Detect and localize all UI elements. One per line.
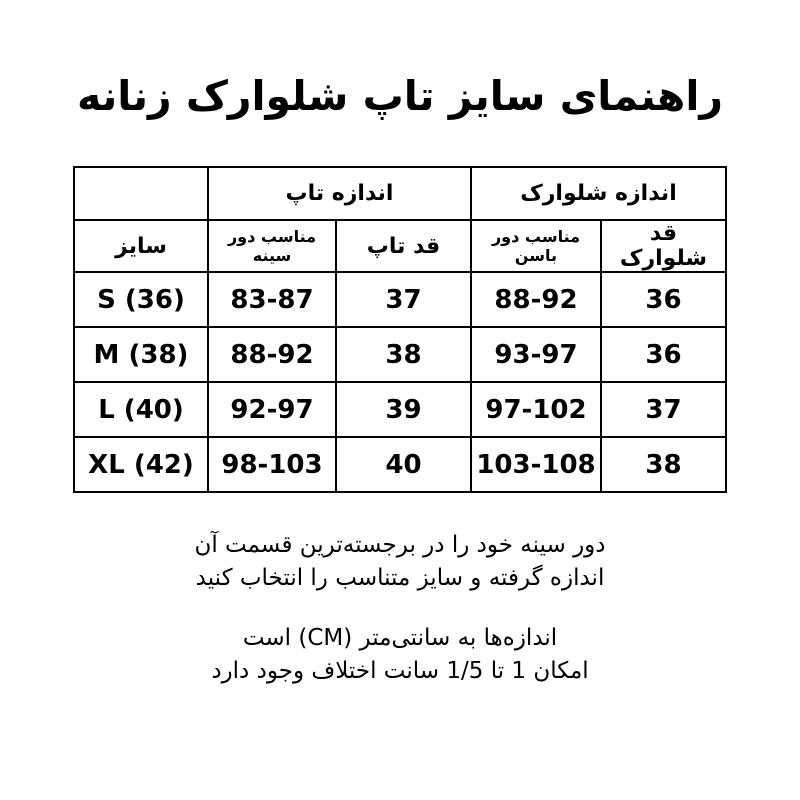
- table-row: [74, 437, 726, 492]
- column-header-shorts-length: قد شلوارک: [601, 220, 726, 272]
- column-header-row: [74, 220, 726, 272]
- top-length-cell: 39: [336, 382, 471, 437]
- column-header-top-length: قد تاپ: [336, 220, 471, 272]
- measure-note: [0, 529, 800, 596]
- size-cell: S (36): [74, 272, 208, 327]
- note-line: اندازه‌ها به سانتی‌متر (CM) است: [242, 624, 558, 651]
- shorts-length-cell: 36: [601, 272, 726, 327]
- chest-cell: 83-87: [208, 272, 336, 327]
- column-header-chest: مناسب دور سینه: [208, 220, 336, 272]
- table-row: [74, 272, 726, 327]
- shorts-length-cell: 38: [601, 437, 726, 492]
- hip-cell: 93-97: [471, 327, 601, 382]
- top-length-cell: 38: [336, 327, 471, 382]
- chest-cell: 98-103: [208, 437, 336, 492]
- group-header-shorts-size: اندازه شلوارک: [471, 167, 726, 220]
- hip-cell: 88-92: [471, 272, 601, 327]
- top-length-cell: 40: [336, 437, 471, 492]
- chest-cell: 88-92: [208, 327, 336, 382]
- size-cell: L (40): [74, 382, 208, 437]
- note-line: امکان 1 تا 1/5 سانت اختلاف وجود دارد: [211, 658, 589, 685]
- column-header-hip: مناسب دور باسن: [471, 220, 601, 272]
- column-header-size: سایز: [74, 220, 208, 272]
- top-length-cell: 37: [336, 272, 471, 327]
- size-table: [73, 166, 727, 493]
- shorts-length-cell: 36: [601, 327, 726, 382]
- chest-cell: 92-97: [208, 382, 336, 437]
- size-cell: XL (42): [74, 437, 208, 492]
- page-title: راهنمای سایز تاپ شلوارک زنانه: [76, 72, 724, 120]
- shorts-length-cell: 37: [601, 382, 726, 437]
- hip-cell: 97-102: [471, 382, 601, 437]
- note-line: دور سینه خود را در برجسته‌ترین قسمت آن: [194, 532, 606, 558]
- hip-cell: 103-108: [471, 437, 601, 492]
- units-note: [0, 622, 800, 689]
- size-cell: M (38): [74, 327, 208, 382]
- table-row: [74, 382, 726, 437]
- group-header-top-size: اندازه تاپ: [208, 167, 471, 220]
- note-line: اندازه گرفته و سایز متناسب را انتخاب کنید: [195, 565, 605, 592]
- corner-spacer: [74, 167, 208, 220]
- group-header-row: [74, 167, 726, 220]
- table-row: [74, 327, 726, 382]
